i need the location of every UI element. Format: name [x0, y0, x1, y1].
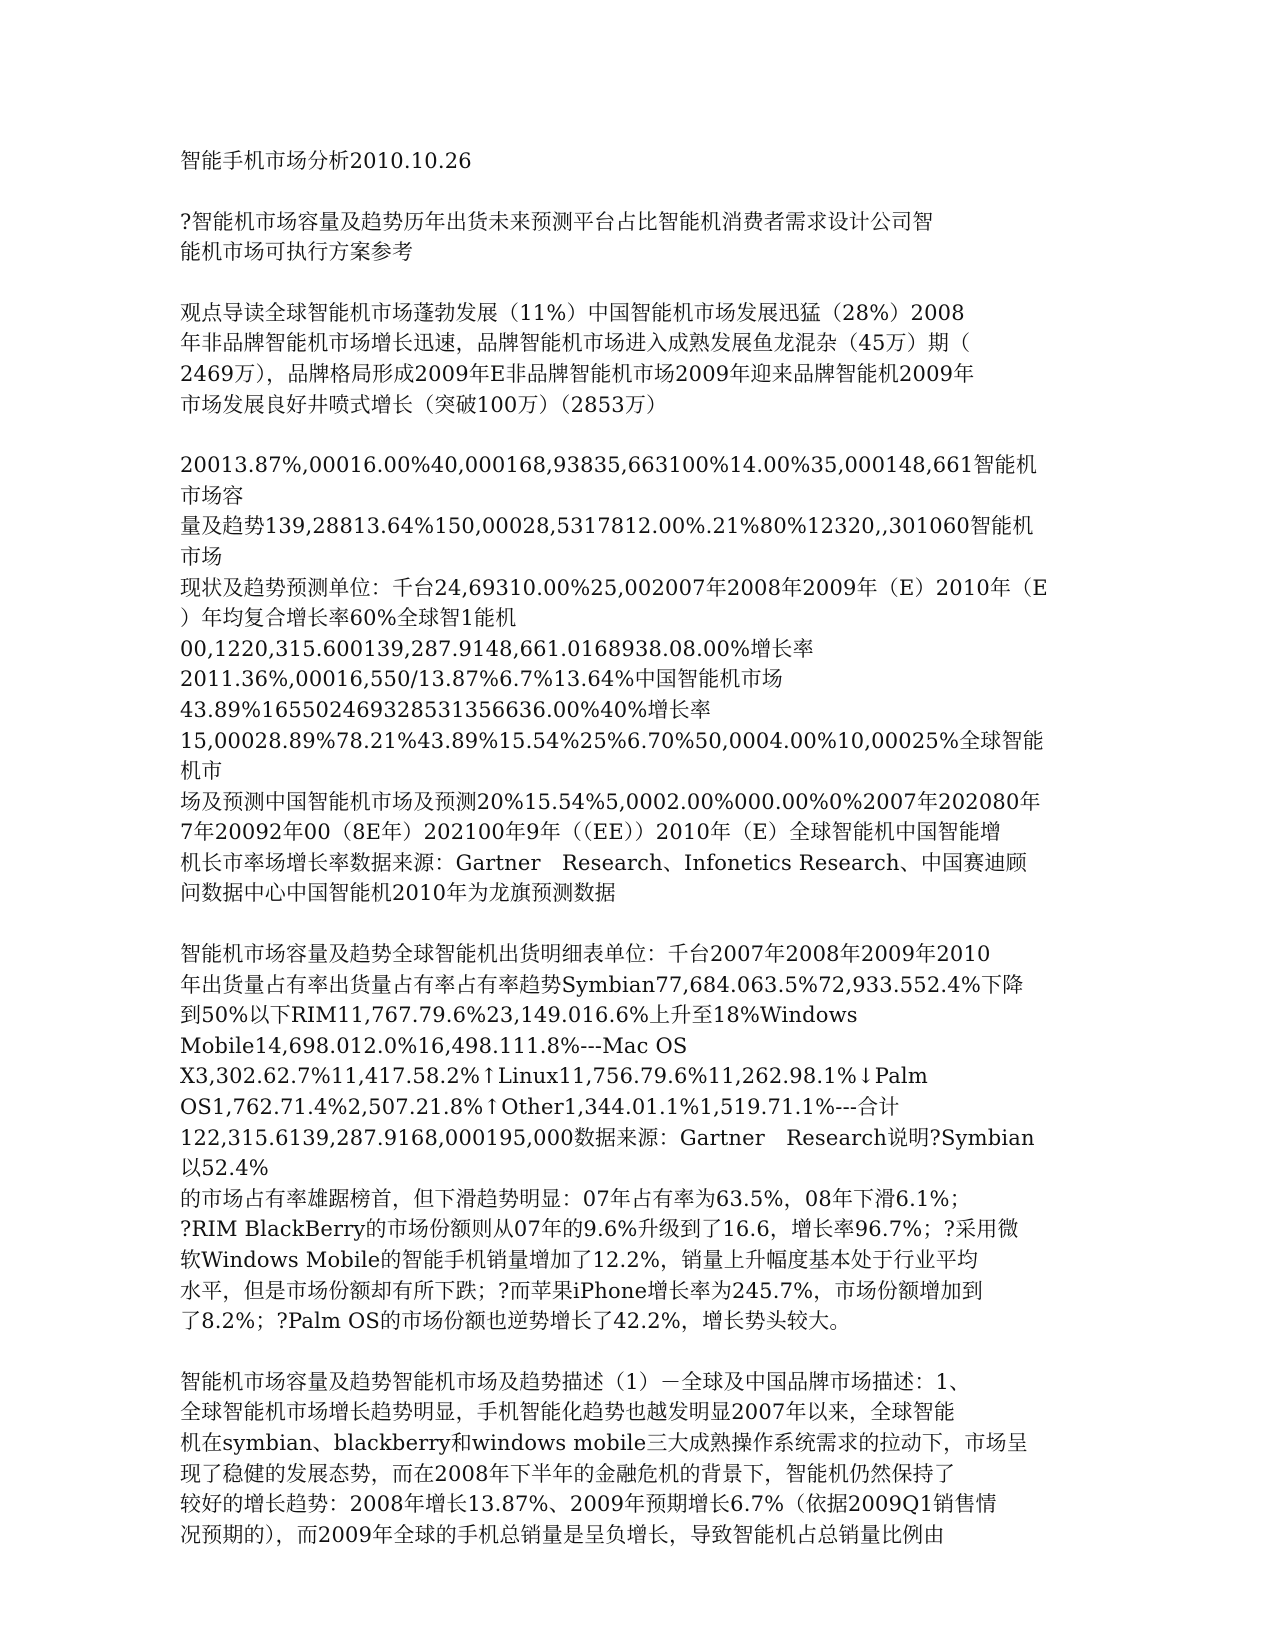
document-title: 智能手机市场分析2010.10.26	[180, 149, 472, 173]
document-page	[180, 146, 1050, 1580]
paragraph-contents: ?智能机市场容量及趋势历年出货未来预测平台占比智能机消费者需求设计公司智 能机市场可执行方案参考	[180, 209, 934, 265]
paragraph-overview: 观点导读全球智能机市场蓬勃发展（11%）中国智能机市场发展迅猛（28%）2008 年非品牌智能机市场增长迅速，品牌智能机市场进入成熟发展鱼龙混杂（45万）期（ 2469万），品牌格局形成2009年E非品牌智能机市场2009年迎来品牌智能机2009年 市场发展良好井喷式增长（突破100万）（2853万）	[180, 300, 975, 417]
paragraph-chart-data: 20013.87%,00016.00%40,000168,93835,663100%14.00%35,000148,661智能机市场容 量及趋势139,28813.64%150,00028,5317812.00%.21%80%12320,,301060智能机市场 现状及趋势预测单位：千台24,69310.00%25,002007年2008年2009年（E）2010年（E ）年均复合增长率60%全球智1能机 00,1220,315.600139,287.9148,661.0168938.08.00%增长率 2011.36%,00016,550/13.87%6.7%13.64%中国智能机市场 43.89%165502469328531356636.00%40%增长率 15,00028.89%78.21%43.89%15.54%25%6.70%50,0004.00%10,00025%全球智能机市 场及预测中国智能机市场及预测20%15.54%5,0002.00%000.00%0%2007年202080年 7年20092年00（8E年）202100年9年（（EE））2010年（E）全球智能机中国智能增 机长市率场增长率数据来源：Gartner Research、Infonetics Research、中国赛迪顾 问数据中心中国智能机2010年为龙旗预测数据	[180, 453, 1048, 906]
paragraph-market-description: 智能机市场容量及趋势智能机市场及趋势描述（1）－全球及中国品牌市场描述：1、 全球智能机市场增长趋势明显，手机智能化趋势也越发明显2007年以来，全球智能 机在symbian、blackberry和windows mobile三大成熟操作系统需求的拉动下，市场呈 现了稳健的发展态势，而在2008年下半年的金融危机的背景下，智能机仍然保持了 较好的增长趋势：2008年增长13.87%、2009年预期增长6.7%（依据2009Q1销售情 况预期的），而2009年全球的手机总销量是呈负增长，导致智能机占总销量比例由	[180, 1369, 1028, 1547]
paragraph-shipment-table: 智能机市场容量及趋势全球智能机出货明细表单位：千台2007年2008年2009年2010 年出货量占有率出货量占有率占有率趋势Symbian77,684.063.5%72,933.552.4%下降 到50%以下RIM11,767.79.6%23,149.016.6%上升至18%Windows Mobile14,698.012.0%16,498.111.8%---Mac OS X3,302.62.7%11,417.58.2%↑Linux11,756.79.6%11,262.98.1%↓Palm OS1,762.71.4%2,507.21.8%↑Other1,344.01.1%1,519.71.1%---合计 122,315.6139,287.9168,000195,000数据来源：Gartner Research说明?Symbian以52.4% 的市场占有率雄踞榜首，但下滑趋势明显：07年占有率为63.5%，08年下滑6.1%； ?RIM BlackBerry的市场份额则从07年的9.6%升级到了16.6，增长率96.7%；?采用微 软Windows Mobile的智能手机销量增加了12.2%，销量上升幅度基本处于行业平均 水平，但是市场份额却有所下跌；?而苹果iPhone增长率为245.7%，市场份额增加到 了8.2%；?Palm OS的市场份额也逆势增长了42.2%，增长势头较大。	[180, 942, 1035, 1334]
